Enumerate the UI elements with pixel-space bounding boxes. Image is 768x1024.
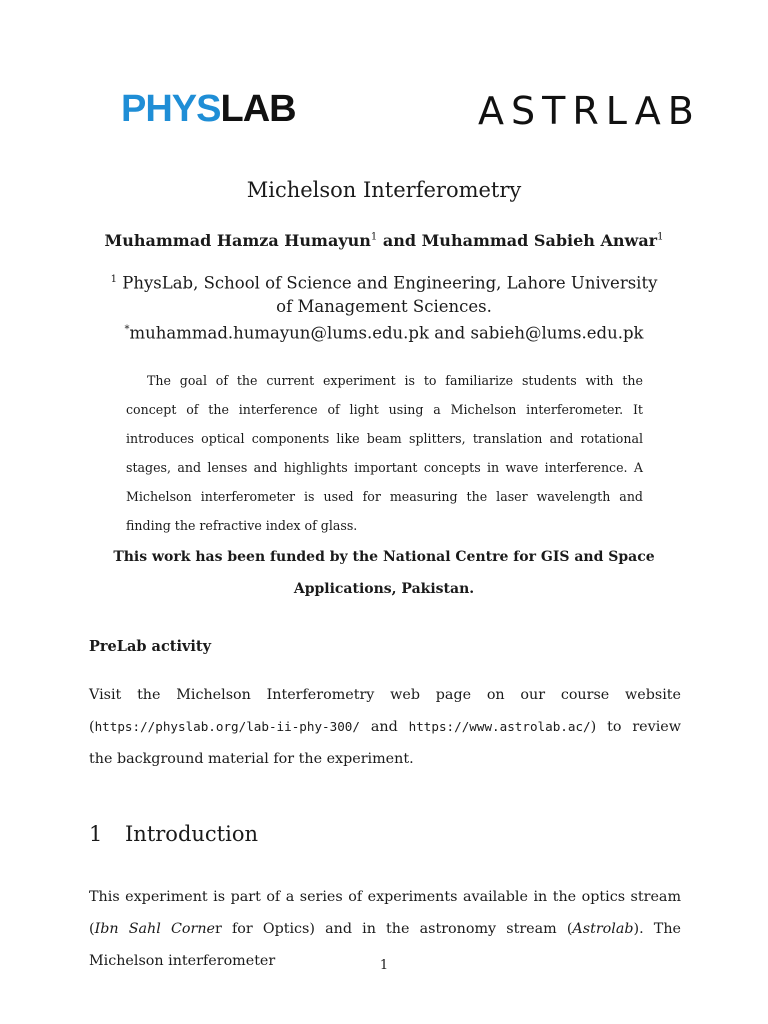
prelab-heading: PreLab activity — [89, 638, 212, 655]
intro-em-1: Ibn Sahl Corne — [94, 921, 216, 937]
prelab-text-after: ) to review the background material for the experiment. — [89, 719, 681, 767]
author-line — [0, 231, 768, 250]
prelab-paragraph — [89, 679, 681, 775]
physlab-logo-lab: LAB — [220, 88, 296, 130]
physlab-url-link[interactable]: https://physlab.org/lab-ii-phy-300/ — [94, 719, 360, 734]
physlab-logo-phy: PHY — [121, 88, 197, 130]
section-heading — [89, 822, 258, 846]
affiliation — [110, 268, 658, 344]
intro-text-3: ). The Michelson interferometer — [89, 921, 681, 969]
author-1: Muhammad Hamza Humayun — [104, 231, 371, 250]
page-number: 1 — [379, 958, 389, 973]
email-sup: * — [124, 323, 130, 335]
author-2: Muhammad Sabieh Anwar — [421, 231, 658, 250]
astrolab-logo-right: LAB — [605, 89, 701, 133]
astrolab-url-link[interactable]: https://www.astrolab.ac/ — [408, 719, 591, 734]
affiliation-sup: 1 — [110, 274, 117, 285]
funding-statement: This work has been funded by the National Centre for GIS and Space Applications, Pakistan. — [113, 549, 655, 597]
affiliation-text: PhysLab, School of Science and Engineering, Lahore University of Management Sciences. — [122, 273, 658, 316]
prelab-text-mid: and — [359, 719, 409, 735]
intro-text-2: r for Optics) and in the astronomy stream ( — [215, 921, 573, 937]
author-conjunction: and — [377, 231, 422, 250]
prelab-text-before: Visit the Michelson Interferometry web page on our course website ( — [89, 687, 681, 735]
physlab-logo — [121, 85, 296, 133]
intro-text-1: This experiment is part of a series of experiments available in the optics stream ( — [89, 889, 681, 937]
astrolab-logo — [478, 82, 701, 140]
author-emails: muhammad.humayun@lums.edu.pk and sabieh@lums.edu.pk — [129, 323, 644, 342]
section-number: 1 — [89, 822, 103, 846]
section-title: Introduction — [125, 822, 258, 846]
abstract — [126, 366, 643, 540]
author-2-sup: 1 — [657, 231, 664, 243]
intro-em-2: Astrolab — [572, 921, 634, 937]
abstract-text: The goal of the current experiment is to familiarize students with the concept of the interference of light using a Michelson interferometer. It introduces optical components like beam splitters, translation and rotational stages, and lenses and highlights important concepts in wave interference. A Michelson interferometer is used for measuring the laser wavelength and finding the refractive index of glass. — [126, 373, 643, 533]
author-1-sup: 1 — [370, 231, 378, 243]
physlab-logo-s: S — [196, 88, 221, 130]
paper-title: Michelson Interferometry — [246, 178, 522, 202]
astrolab-logo-left: ASTR — [478, 89, 606, 133]
